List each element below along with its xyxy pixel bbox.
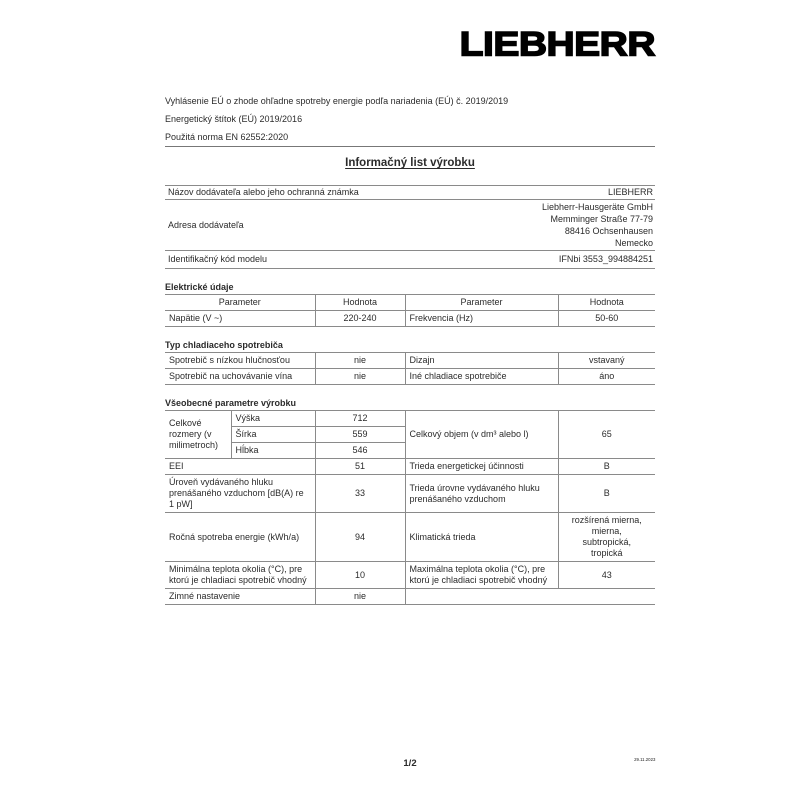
volume-label: Celkový objem (v dm³ alebo l): [405, 411, 558, 459]
supplier-address-label: Adresa dodávateľa: [165, 200, 435, 251]
dimension-name: Výška: [231, 411, 315, 427]
param-label: Spotrebič s nízkou hlučnosťou: [165, 353, 315, 369]
param-label: Maximálna teplota okolia (°C), pre ktorú je chladiaci spotrebič vhodný: [405, 562, 558, 589]
model-id-label: Identifikačný kód modelu: [165, 251, 435, 269]
table-row: [165, 369, 655, 385]
table-row: [165, 513, 655, 562]
param-label: Spotrebič na uchovávanie vína: [165, 369, 315, 385]
param-value: 43: [558, 562, 655, 589]
param-label: Trieda úrovne vydávaného hluku prenášaného vzduchom: [405, 475, 558, 513]
column-header: Hodnota: [315, 295, 405, 311]
param-value: 94: [315, 513, 405, 562]
table-row: [165, 353, 655, 369]
param-label: Frekvencia (Hz): [405, 311, 558, 327]
table-row: [165, 589, 655, 605]
table-row: [165, 200, 655, 251]
declaration-line: Použitá norma EN 62552:2020: [165, 132, 289, 142]
column-header: Parameter: [165, 295, 315, 311]
param-value: 51: [315, 459, 405, 475]
horizontal-rule: [165, 146, 655, 147]
volume-value: 65: [558, 411, 655, 459]
table-row: [165, 411, 655, 427]
param-value: 220-240: [315, 311, 405, 327]
supplier-address-value: [435, 200, 656, 251]
header: [165, 26, 655, 64]
section-heading-appliance-type: Typ chladiaceho spotrebiča: [165, 340, 283, 350]
declaration-lines: [165, 92, 655, 146]
table-row: [165, 562, 655, 589]
param-label: Trieda energetickej účinnosti: [405, 459, 558, 475]
dimensions-label: Celkové rozmery (v milimetroch): [165, 411, 231, 459]
param-value: 10: [315, 562, 405, 589]
climate-class-value: rozšírená mierna, mierna, subtropická, tropická: [558, 513, 655, 562]
address-line: 88416 Ochsenhausen: [564, 226, 653, 236]
column-header: Hodnota: [558, 295, 655, 311]
address-line: Nemecko: [614, 238, 653, 248]
param-value: áno: [558, 369, 655, 385]
table-row: [165, 251, 655, 269]
table-row: [165, 459, 655, 475]
dimension-value: 546: [315, 443, 405, 459]
param-value: 50-60: [558, 311, 655, 327]
liebherr-logo: LIEBHERR: [459, 25, 655, 64]
column-header: Parameter: [405, 295, 558, 311]
param-value: vstavaný: [558, 353, 655, 369]
table-row: [165, 311, 655, 327]
param-label: Minimálna teplota okolia (°C), pre ktorú je chladiaci spotrebič vhodný: [165, 562, 315, 589]
param-label: Dizajn: [405, 353, 558, 369]
param-label: EEI: [165, 459, 315, 475]
table-header-row: [165, 295, 655, 311]
param-label: Zimné nastavenie: [165, 589, 315, 605]
dimension-name: Šírka: [231, 427, 315, 443]
dimension-value: 712: [315, 411, 405, 427]
appliance-type-table: [165, 352, 655, 385]
declaration-line: Vyhlásenie EÚ o zhode ohľadne spotreby energie podľa nariadenia (EÚ) č. 2019/2019: [165, 96, 509, 106]
declaration-line: Energetický štítok (EÚ) 2019/2016: [165, 114, 303, 124]
param-value: nie: [315, 353, 405, 369]
param-label: Ročná spotreba energie (kWh/a): [165, 513, 315, 562]
page-title: Informačný list výrobku: [345, 157, 475, 169]
table-row: [165, 475, 655, 513]
supplier-table: [165, 185, 655, 269]
param-value: 33: [315, 475, 405, 513]
model-id-value: IFNbi 3553_994884251: [435, 251, 656, 269]
param-label: Napätie (V ~): [165, 311, 315, 327]
param-value: nie: [315, 589, 405, 605]
dimension-name: Hĺbka: [231, 443, 315, 459]
supplier-name-label: Názov dodávateľa alebo jeho ochranná známka: [168, 187, 359, 197]
electrical-table: [165, 294, 655, 327]
address-line: Memminger Straße 77-79: [550, 214, 653, 224]
param-label: Úroveň vydávaného hluku prenášaného vzduchom [dB(A) re 1 pW]: [165, 475, 315, 513]
address-line: Liebherr-Hausgeräte GmbH: [541, 202, 653, 212]
section-heading-general: Všeobecné parametre výrobku: [165, 398, 297, 408]
param-value: B: [558, 475, 655, 513]
print-date: 29.11.2023: [633, 757, 655, 762]
param-value: nie: [315, 369, 405, 385]
document-page: [165, 0, 655, 605]
param-label: Klimatická trieda: [405, 513, 558, 562]
table-row: [165, 186, 655, 200]
section-heading-electrical: Elektrické údaje: [165, 282, 234, 292]
supplier-name-value: LIEBHERR: [607, 187, 653, 197]
general-parameters-table: [165, 410, 655, 605]
param-label: Iné chladiace spotrebiče: [405, 369, 558, 385]
param-value: B: [558, 459, 655, 475]
dimension-value: 559: [315, 427, 405, 443]
page-number: 1/2: [403, 758, 417, 769]
empty-cell: [405, 589, 655, 605]
